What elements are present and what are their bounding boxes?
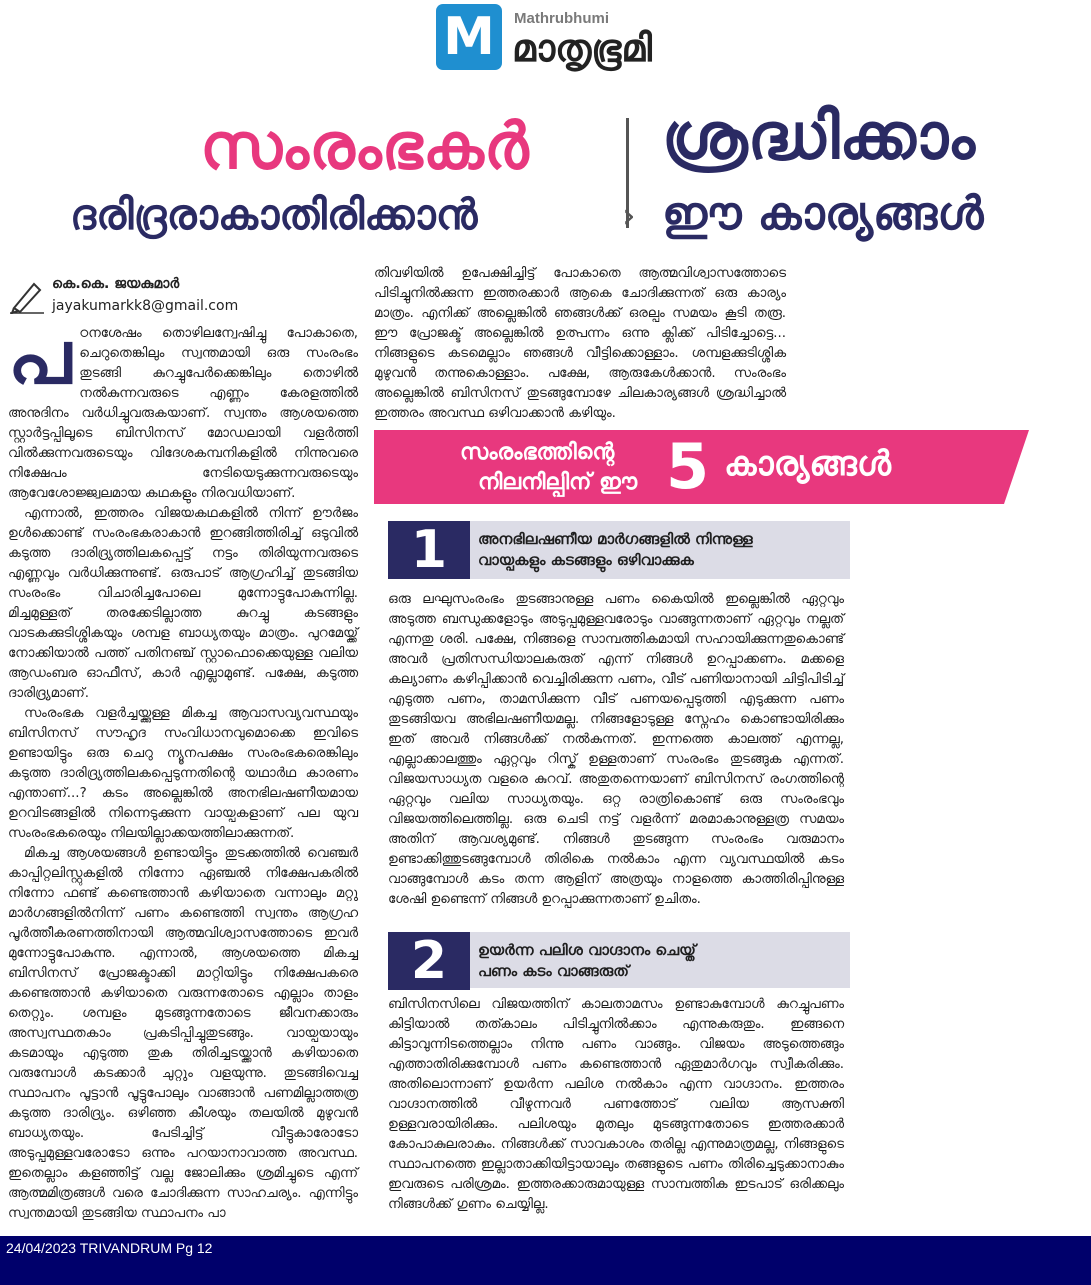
masthead (436, 4, 736, 74)
dropcap: പ (8, 315, 72, 401)
paragraph: തിവഴിയിൽ ഉപേക്ഷിച്ചിട്ട് പോകാതെ ആത്മവിശ്വാസത്തോടെ പിടിച്ചുനിൽക്കുന്ന ഇത്തരക്കാർ ആകെ ചോദിക്കുന്നത് ഒരു കാര്യം മാത്രം. എനിക്ക് അല്ലെങ്കിൽ ഞങ്ങൾക്ക് ഒരല്പം സമയം കൂടി തരൂ. ഈ പ്രോജക്ട് അല്ലെങ്കിൽ ഉത്പന്നം ഒന്നു ക്ലിക്ക് പിടിച്ചോട്ടെ... നിങ്ങളുടെ കടമെല്ലാം ഞങ്ങൾ വീട്ടിക്കൊള്ളാം. ശമ്പളക്കുടിശ്ശിക മുഴുവൻ തന്നുകൊള്ളാം. പക്ഷേ, ആരുകേൾക്കാൻ. സംരംഭം അല്ലെങ്കിൽ ബിസിനസ് തുടങ്ങുമ്പോഴേ ചിലകാര്യങ്ങൾ ശ്രദ്ധിച്ചാൽ ഇത്തരം അവസ്ഥ ഒഴിവാക്കാൻ കഴിയും. (374, 266, 786, 421)
banner-line-1: സംരംഭത്തിന്റെ (460, 440, 615, 465)
chevron-right-icon: › (622, 196, 636, 236)
section-body-2 (388, 995, 844, 1215)
paragraph: ഒരു ലഘുസംരംഭം തുടങ്ങാനുള്ള പണം കൈയിൽ ഇല്ലെങ്കിൽ ഏറ്റവും അടുത്ത ബന്ധുക്കളോടും അടുപ്പമുള്ളവരോടും വാങ്ങുന്നതാണ് ഏറ്റവും നല്ലത് എന്നതു ശരി. പക്ഷേ, നിങ്ങളെ സാമ്പത്തികമായി സഹായിക്കുന്നതുകൊണ്ട് അവർ പ്രതിസന്ധിയാലകരുത് എന്ന് നിങ്ങൾ ഉറപ്പാക്കണം. മക്കളെ കല്യാണം കഴിപ്പിക്കാൻ വെച്ചിരിക്കുന്ന പണം, വീട് പണിയാനായി ചിട്ടിപിടിച്ച് എടുത്ത പണം, താമസിക്കുന്ന വീട് പണയപ്പെടുത്തി എടുക്കുന്ന പണം തുടങ്ങിയവ അഭിലഷണീയമല്ല. നിങ്ങളോടുള്ള സ്നേഹം കൊണ്ടായിരിക്കും ഇത് അവർ നിങ്ങൾക്ക് നൽകുന്നത്. ഇന്നത്തെ കാലത്ത് എന്നല്ല, എല്ലാക്കാലത്തും ഏറ്റവും റിസ്ക് ഉള്ളതാണ് സംരംഭം തുടങ്ങുക എന്നത്. വിജയസാധ്യത വളരെ കുറവ്. അതുതന്നെയാണ് ബിസിനസ് രംഗത്തിന്റെ ഏറ്റവും വലിയ സാധ്യതയും. ഒറ്റ രാത്രികൊണ്ട് ഒരു സംരംഭവും വിജയത്തിലെത്തില്ല. ഒരു ചെടി നട്ട് വളർന്ന് മരമാകാനുള്ളത്ര സമയം അതിന് ആവശ്യമുണ്ട്. നിങ്ങൾ തുടങ്ങുന്ന സംരംഭം വരുമാനം ഉണ്ടാക്കിത്തുടങ്ങുമ്പോൾ തിരികെ നൽകാം എന്ന വ്യവസ്ഥയിൽ കടം വാങ്ങുമ്പോൾ കടം തന്ന ആളിന് അത്രയും നാളത്തെ കാത്തിരിപ്പിനുള്ള ശേഷി ഉണ്ടെന്ന് നിങ്ങൾ ഉറപ്പാക്കുന്നതാണ് ഉചിതം. (388, 592, 844, 907)
banner-number: 5 (666, 430, 710, 503)
section-title-line: അനഭിലഷണീയ മാർഗങ്ങളിൽ നിന്നുള്ള (478, 530, 753, 548)
brand-name-malayalam: മാതൃഭൂമി (512, 26, 652, 70)
section-header-2 (388, 931, 850, 991)
paragraph: സംരംഭക വളർച്ചയ്ക്കുള്ള മികച്ച ആവാസവ്യവസ്ഥയും ബിസിനസ് സൗഹൃദ സംവിധാനവുമൊക്കെ ഇവിടെ ഉണ്ടായിട്ടും ഒരു ചെറു ന്യൂനപക്ഷം സംരംഭകരെങ്കിലും കടുത്ത ദാരിദ്ര്യത്തിലകപ്പെടുന്നതിന്റെ യഥാർഥ കാരണം എന്താണ്...? കടം അല്ലെങ്കിൽ അനഭിലഷണീയമായ ഉറവിടങ്ങളിൽ നിന്നെടുക്കുന്ന വായ്പകളാണ് പല യുവ സംരംഭകരെയും നിലയില്ലാക്കയത്തിലാക്കുന്നത്. (8, 706, 358, 841)
paragraph (8, 315, 358, 504)
section-number: 1 (388, 521, 470, 579)
footer-bar (0, 1236, 1091, 1285)
paragraph: മികച്ച ആശയങ്ങൾ ഉണ്ടായിട്ടും തുടക്കത്തിൽ വെഞ്ചർ കാപ്പിറ്റലിസ്റ്റുകളിൽ നിന്നോ ഏഞ്ചൽ നിക്ഷേപകരിൽ നിന്നോ ഫണ്ട് കണ്ടെത്താൻ കഴിയാതെ വന്നാലും മറ്റു മാർഗങ്ങളിൽനിന്ന് പണം കണ്ടെത്തി സ്വന്തം ആഗ്രഹ പൂർത്തീകരണത്തിനായി ആത്മവിശ്വാസത്തോടെ ഇവർ മുന്നോട്ടുപോകുന്നു. എന്നാൽ, ആശയത്തെ മികച്ച ബിസിനസ് പ്രോജക്ടാക്കി മാറ്റിയിട്ടും നിക്ഷേപകരെ കണ്ടെത്താൻ കഴിയാതെ വരുന്നതോടെ എല്ലാം താളം തെറ്റും. ശമ്പളം മുടങ്ങുന്നതോടെ ജീവനക്കാരും അസ്വസ്ഥതകാം പ്രകടിപ്പിച്ചുതുടങ്ങും. വായ്പയായും കടമായും എടുത്ത തുക തിരിച്ചടയ്ക്കാൻ കഴിയാതെ വരുമ്പോൾ കടക്കാർ ചുറ്റും വളയുന്നു. തുടങ്ങിവെച്ച സ്ഥാപനം പൂട്ടാൻ പൂട്ടുപോലും വാങ്ങാൻ പണമില്ലാത്തത്ര കടുത്ത ദാരിദ്ര്യം. ഒഴിഞ്ഞ കീശയും തലയിൽ മുഴുവൻ ബാധ്യതയും. പേടിച്ചിട്ട് വീട്ടുകാരോടോ അടുപ്പമുള്ളവരോടോ ഒന്നും പറയാനാവാത്ത അവസ്ഥ. ഇതെല്ലാം കളഞ്ഞിട്ട് വല്ല ജോലിക്കും ശ്രമിച്ചുടെ എന്ന് ആത്മമിത്രങ്ങൾ വരെ ചോദിക്കുന്ന സാഹചര്യം. എന്നിട്ടും സ്വന്തമായി തുടങ്ങിയ സ്ഥാപനം പാ (8, 846, 358, 1221)
paragraph: ബിസിനസിലെ വിജയത്തിന് കാലതാമസം ഉണ്ടാകുമ്പോൾ കുറച്ചുപണം കിട്ടിയാൽ തത്കാലം പിടിച്ചുനിൽക്കാം എന്നുകരുതും. ഇങ്ങനെ കിട്ടാവുന്നിടത്തെല്ലാം നിന്നു പണം വാങ്ങും. വിജയം അടുത്തെങ്ങും എത്താതിരിക്കുമ്പോൾ പണം കണ്ടെത്താൻ ഏതുമാർഗവും സ്വീകരിക്കും. അതിലൊന്നാണ് ഉയർന്ന പലിശ നൽകാം എന്ന വാഗ്ദാനം. ഇത്തരം വാഗ്ദാനത്തിൽ വീഴുന്നവർ പണത്തോട് വലിയ ആസക്തി ഉള്ളവരായിരിക്കും. പലിശയും മുതലും മുടങ്ങുന്നതോടെ ഇത്തരക്കാർ കോപാകുലരാകും. നിങ്ങൾക്ക് സാവകാശം തരില്ല എന്നുമാത്രമല്ല, നിങ്ങളുടെ സ്ഥാപനത്തെ ഇല്ലാതാക്കിയിട്ടായാലും തങ്ങളുടെ പണം തിരിച്ചെടുക്കാനാകും ഇവരുടെ പരിശ്രമം. ഇത്തരക്കാരുമായുള്ള സാമ്പത്തിക ഇടപാട് ഒരിക്കലും നിങ്ങൾക്ക് ഗുണം ചെയ്യില്ല. (388, 997, 844, 1212)
edition-date: 24/04/2023 TRIVANDRUM Pg 12 (6, 1240, 213, 1256)
author-name: കെ.കെ. ജയകുമാർ (52, 276, 180, 292)
banner-line-2: നിലനില്പിന് ഈ (478, 470, 638, 495)
left-column (8, 315, 358, 1224)
paragraph: എന്നാൽ, ഇത്തരം വിജയകഥകളിൽ നിന്ന് ഊർജം ഉൾക്കൊണ്ട് സംരംഭകരാകാൻ ഇറങ്ങിത്തിരിച്ച് ഒടുവിൽ കടുത്ത ദാരിദ്ര്യത്തിലകപ്പെട്ട് നട്ടം തിരിയുന്നവരുടെ എണ്ണവും വർധിക്കുന്നുണ്ട്. ഒരുപാട് ആഗ്രഹിച്ച് തുടങ്ങിയ സംരംഭം വിചാരിച്ചപോലെ മുന്നോട്ടുപോകുന്നില്ല. മിച്ചമുള്ളത് തരക്കേടില്ലാത്ത കുറച്ചു കടങ്ങളും വാടകക്കുടിശ്ശികയും ശമ്പള ബാധ്യതയും മാത്രം. പുറമേയ്ക്ക് നോക്കിയാൽ പത്ത് പതിനഞ്ച് സ്റ്റാഫൊക്കെയുള്ള വലിയ ആഡംബര ഓഫീസ്, കാർ എല്ലാമുണ്ട്. പക്ഷേ, കടുത്ത ദാരിദ്ര്യമാണ്. (8, 506, 358, 701)
right-column-continuation (374, 264, 786, 424)
five-things-banner (374, 430, 1029, 504)
section-header-1 (388, 521, 850, 579)
section-title-line: ഉയർന്ന പലിശ വാഗ്ദാനം ചെയ്ത് (478, 941, 696, 959)
paragraph-text: ഠനശേഷം തൊഴിലന്വേഷിച്ചു പോകാതെ, ചെറുതെങ്കിലും സ്വന്തമായി ഒരു സംരംഭം തുടങ്ങി കുറച്ചുപേർക്കെങ്കിലും തൊഴിൽ നൽകുന്നവരുടെ എണ്ണം കേരളത്തിൽ അനുദിനം വർധിച്ചുവരുകയാണ്. സ്വന്തം ആശയത്തെ സ്റ്റാർട്ടപ്പിലൂടെ ബിസിനസ് മോഡലായി വളർത്തി വിൽക്കുന്നവരുടെയും വിദേശകമ്പനികളിൽ നിന്നുവരെ നിക്ഷേപം നേടിയെടുക്കുന്നവരുടെയും ആവേശോജ്ജ്വലമായ കഥകളും നിരവധിയാണ്. (8, 326, 358, 501)
brand-name-english: Mathrubhumi (514, 10, 609, 27)
section-number: 2 (388, 932, 470, 990)
headline-navy-left: ദരിദ്രരാകാതിരിക്കാൻ (70, 190, 478, 239)
section-title (478, 940, 844, 982)
headline-navy-right-2: ഈ കാര്യങ്ങൾ (662, 186, 984, 240)
author-email: jayakumarkk8@gmail.com (52, 298, 239, 314)
byline (8, 276, 358, 320)
section-title-line: വായ്പകളും കടങ്ങളും ഒഴിവാക്കുക (478, 551, 694, 569)
section-title-line: പണം കടം വാങ്ങരുത് (478, 962, 629, 980)
headline-navy-right-1: ശ്രദ്ധിക്കാം (662, 100, 975, 174)
headline-pink: സംരംഭകർ (200, 110, 529, 184)
pen-icon (8, 276, 46, 314)
section-title (478, 529, 844, 571)
section-body-1 (388, 590, 844, 910)
logo-icon: M (436, 4, 502, 70)
banner-text: കാര്യങ്ങൾ (724, 444, 891, 484)
